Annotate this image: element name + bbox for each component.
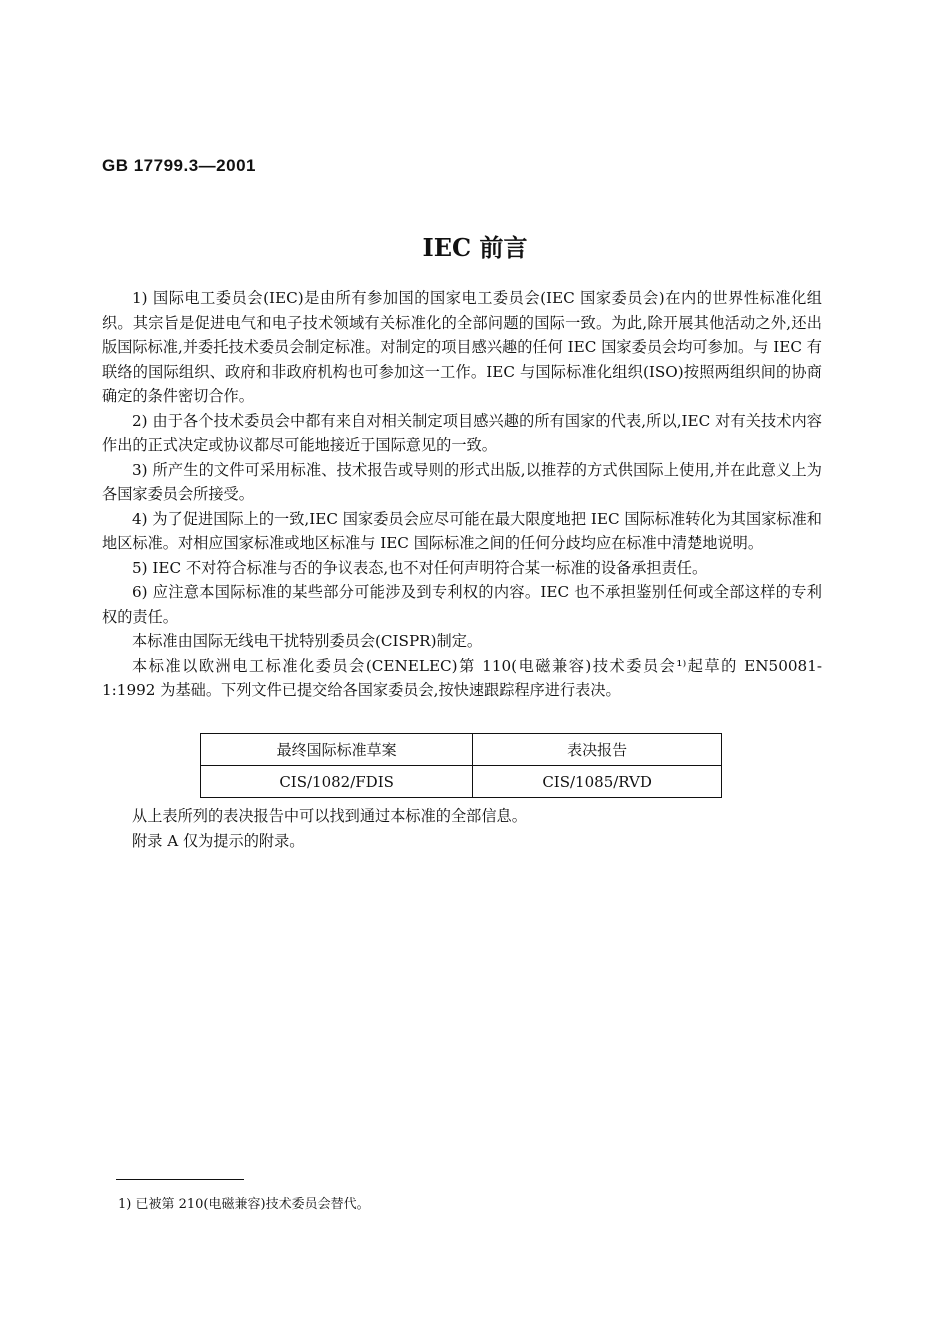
table-cell-fdis: CIS/1082/FDIS <box>201 766 473 798</box>
after-table-text <box>102 804 822 853</box>
paragraph-info: 从上表所列的表决报告中可以找到通过本标准的全部信息。 <box>132 807 527 825</box>
document-number: GB 17799.3—2001 <box>102 156 256 175</box>
paragraph-annex: 附录 A 仅为提示的附录。 <box>132 831 305 850</box>
table-row <box>201 766 722 798</box>
paragraph-cispr: 本标准由国际无线电干扰特别委员会(CISPR)制定。 <box>132 632 483 650</box>
foreword-body <box>102 286 822 703</box>
paragraph-4: 4) 为了促进国际上的一致,IEC 国家委员会应尽可能在最大限度地把 IEC 国际标准转化为其国家标准和地区标准。对相应国家标准或地区标准与 IEC 国际标准之间的任何分歧均应在标准中清楚地说明。 <box>102 509 822 552</box>
table-header-fdis: 最终国际标准草案 <box>201 734 473 766</box>
paragraph-2: 2) 由于各个技术委员会中都有来自对相关制定项目感兴趣的所有国家的代表,所以,IEC 对有关技术内容作出的正式决定或协议都尽可能地接近于国际意见的一致。 <box>102 411 822 454</box>
paragraph-5: 5) IEC 不对符合标准与否的争议表态,也不对任何声明符合某一标准的设备承担责任。 <box>132 558 708 577</box>
table-cell-rvd: CIS/1085/RVD <box>473 766 722 798</box>
voting-table <box>200 733 722 798</box>
paragraph-basis: 本标准以欧洲电工标准化委员会(CENELEC)第 110(电磁兼容)技术委员会¹⁾起草的 EN50081-1:1992 为基础。下列文件已提交给各国家委员会,按快速跟踪程序进行表决。 <box>102 656 822 699</box>
table-header-row <box>201 734 722 766</box>
paragraph-1: 1) 国际电工委员会(IEC)是由所有参加国的国家电工委员会(IEC 国家委员会)在内的世界性标准化组织。其宗旨是促进电气和电子技术领域有关标准化的全部问题的国际一致。为此,除开展其他活动之外,还出版国际标准,并委托技术委员会制定标准。对制定的项目感兴趣的任何 IEC 国家委员会均可参加。与 IEC 有联络的国际组织、政府和非政府机构也可参加这一工作。IEC 与国际标准化组织(ISO)按照两组织间的协商确定的条件密切合作。 <box>102 289 822 405</box>
page-title: IEC 前言 <box>422 233 528 262</box>
table-header-rvd: 表决报告 <box>473 734 722 766</box>
footnote: 1) 已被第 210(电磁兼容)技术委员会替代。 <box>118 1197 370 1212</box>
footnote-rule <box>116 1179 244 1180</box>
paragraph-6: 6) 应注意本国际标准的某些部分可能涉及到专利权的内容。IEC 也不承担鉴别任何或全部这样的专利权的责任。 <box>102 583 822 626</box>
paragraph-3: 3) 所产生的文件可采用标准、技术报告或导则的形式出版,以推荐的方式供国际上使用,并在此意义上为各国家委员会所接受。 <box>102 460 822 503</box>
